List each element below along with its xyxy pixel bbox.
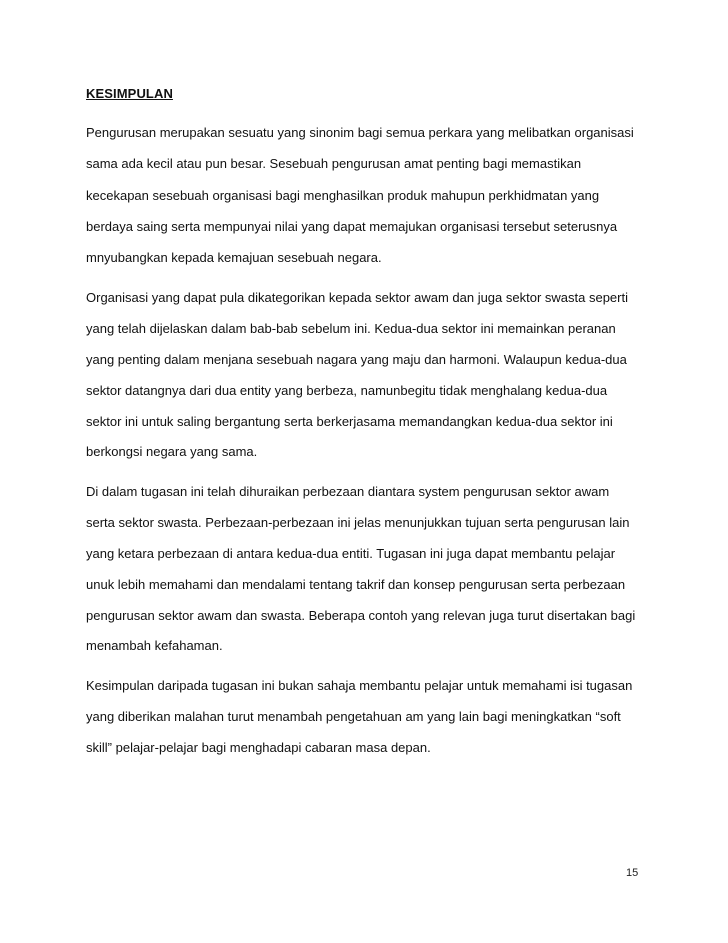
paragraph-3-line-6: menambah kefahaman. — [86, 638, 223, 653]
paragraph-2-line-1: Organisasi yang dapat pula dikategorikan kepada sektor awam dan juga sektor swasta seperti — [86, 290, 628, 305]
section-heading: KESIMPULAN — [86, 86, 173, 101]
paragraph-3-line-4: unuk lebih memahami dan mendalami tentang takrif dan konsep pengurusan serta perbezaan — [86, 577, 626, 592]
paragraph-2-line-3: yang penting dalam menjana sesebuah nagara yang maju dan harmoni. Walaupun kedua-dua — [86, 352, 627, 367]
paragraph-2-line-6: berkongsi negara yang sama. — [86, 444, 258, 459]
paragraph-1-line-4: berdaya saing serta mempunyai nilai yang dapat memajukan organisasi tersebut seterusnya — [86, 219, 618, 234]
paragraph-3-line-3: yang ketara perbezaan di antara kedua-dua entiti. Tugasan ini juga dapat membantu pelajar — [86, 546, 616, 561]
paragraph-4-line-3: skill” pelajar-pelajar bagi menghadapi cabaran masa depan. — [86, 740, 431, 755]
paragraph-4-line-1: Kesimpulan daripada tugasan ini bukan sahaja membantu pelajar untuk memahami isi tugasan — [86, 678, 633, 693]
paragraph-1-line-5: mnyubangkan kepada kemajuan sesebuah negara. — [86, 250, 382, 265]
paragraph-1-line-2: sama ada kecil atau pun besar. Sesebuah pengurusan amat penting bagi memastikan — [86, 156, 582, 171]
paragraph-3-line-2: serta sektor swasta. Perbezaan-perbezaan ini jelas menunjukkan tujuan serta pengurusan lain — [86, 515, 630, 530]
paragraph-2-line-4: sektor datangnya dari dua entity yang berbeza, namunbegitu tidak menghalang kedua-dua — [86, 383, 608, 398]
paragraph-2-line-5: sektor ini untuk saling bergantung serta berkerjasama memandangkan kedua-dua sektor ini — [86, 414, 613, 429]
paragraph-2-line-2: yang telah dijelaskan dalam bab-bab sebelum ini. Kedua-dua sektor ini memainkan peranan — [86, 321, 616, 336]
paragraph-3-line-5: pengurusan sektor awam dan swasta. Beberapa contoh yang relevan juga turut disertakan bagi — [86, 608, 636, 623]
paragraph-1-line-3: kecekapan sesebuah organisasi bagi menghasilkan produk mahupun perkhidmatan yang — [86, 188, 600, 203]
page-number: 15 — [626, 867, 639, 879]
paragraph-4-line-2: yang diberikan malahan turut menambah pengetahuan am yang lain bagi meningkatkan “soft — [86, 709, 621, 724]
paragraph-3-line-1: Di dalam tugasan ini telah dihuraikan perbezaan diantara system pengurusan sektor awam — [86, 484, 610, 499]
paragraph-1-line-1: Pengurusan merupakan sesuatu yang sinonim bagi semua perkara yang melibatkan organisasi — [86, 125, 634, 140]
